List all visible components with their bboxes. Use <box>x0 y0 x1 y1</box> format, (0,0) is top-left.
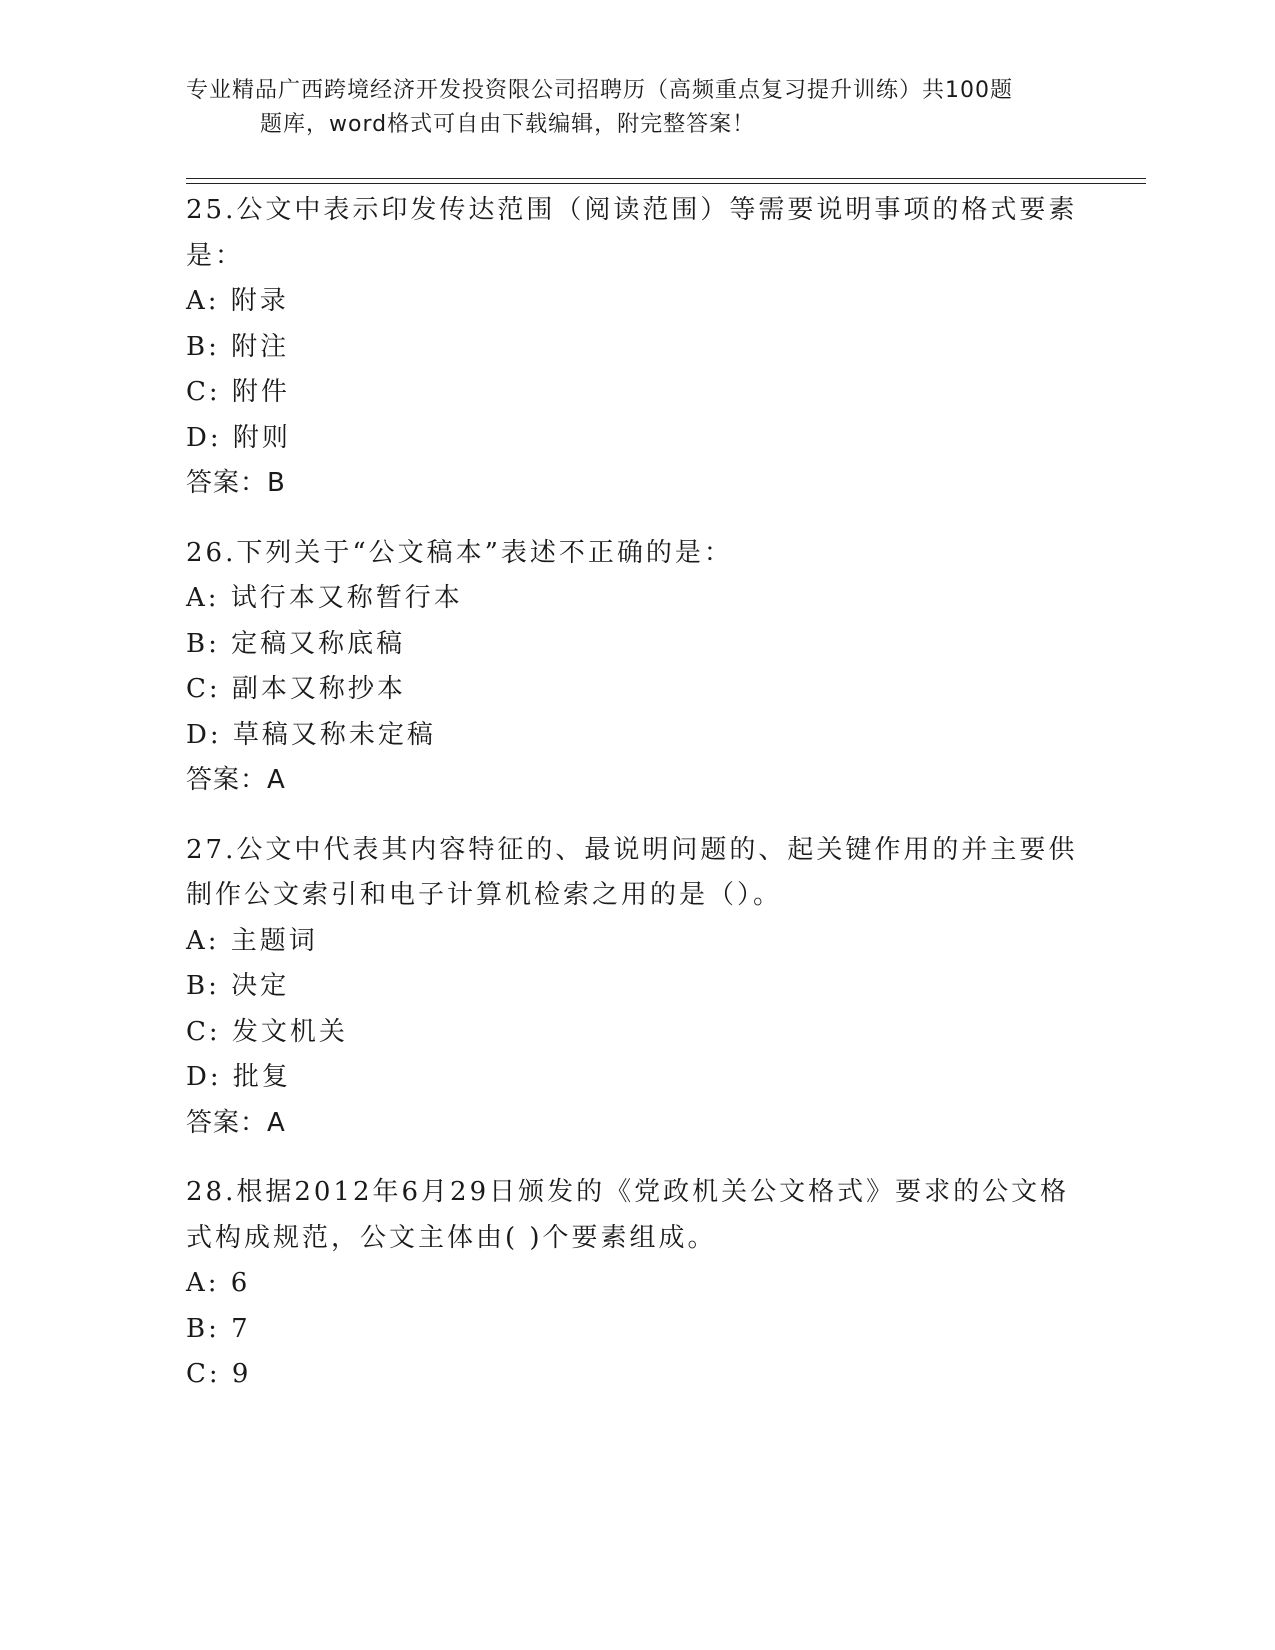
question-list <box>186 188 1086 1422</box>
question-stem-line: 是： <box>186 240 245 271</box>
option-b: B: 7 <box>186 1313 251 1344</box>
option-b: B: 附注 <box>186 331 290 362</box>
header-divider-top <box>186 178 1146 179</box>
option-d: D: 草稿又称未定稿 <box>186 719 436 750</box>
question-stem-line: 28.根据2012年6月29日颁发的《党政机关公文格式》要求的公文格 <box>186 1177 1070 1207</box>
option-c: C: 附件 <box>186 377 290 407</box>
question-stem-line: 25.公文中表示印发传达范围（阅读范围）等需要说明事项的格式要素 <box>186 195 1078 225</box>
header-title-line-2: 题库，word格式可自由下载编辑，附完整答案！ <box>260 112 756 137</box>
option-d: D: 批复 <box>186 1062 291 1092</box>
page-header <box>186 74 1086 142</box>
question-stem-line: 制作公文索引和电子计算机检索之用的是（）。 <box>186 880 783 910</box>
option-a: A: 附录 <box>186 286 289 316</box>
header-title-line-1: 专业精品广西跨境经济开发投资限公司招聘历（高频重点复习提升训练）共100题 <box>186 78 1013 103</box>
option-b: B: 决定 <box>186 971 290 1001</box>
question-28 <box>186 1170 1086 1398</box>
option-c: C: 副本又称抄本 <box>186 674 406 704</box>
answer-label: 答案：B <box>186 468 286 498</box>
option-a: A: 主题词 <box>186 925 318 956</box>
answer-label: 答案：A <box>186 1107 286 1138</box>
question-27 <box>186 828 1086 1147</box>
header-divider-bottom <box>186 183 1146 184</box>
question-stem-line: 27.公文中代表其内容特征的、最说明问题的、起关键作用的并主要供 <box>186 834 1078 865</box>
option-c: C: 发文机关 <box>186 1016 348 1047</box>
question-stem-line: 式构成规范，公文主体由( )个要素组成。 <box>186 1222 717 1253</box>
option-b: B: 定稿又称底稿 <box>186 628 406 659</box>
answer-label: 答案：A <box>186 765 286 795</box>
option-c: C: 9 <box>186 1359 252 1389</box>
option-a: A: 试行本又称暂行本 <box>186 583 463 613</box>
question-25 <box>186 188 1086 507</box>
question-26 <box>186 531 1086 804</box>
option-a: A: 6 <box>186 1268 251 1298</box>
question-stem-line: 26.下列关于“公文稿本”表述不正确的是： <box>186 537 733 568</box>
option-d: D: 附则 <box>186 422 291 453</box>
